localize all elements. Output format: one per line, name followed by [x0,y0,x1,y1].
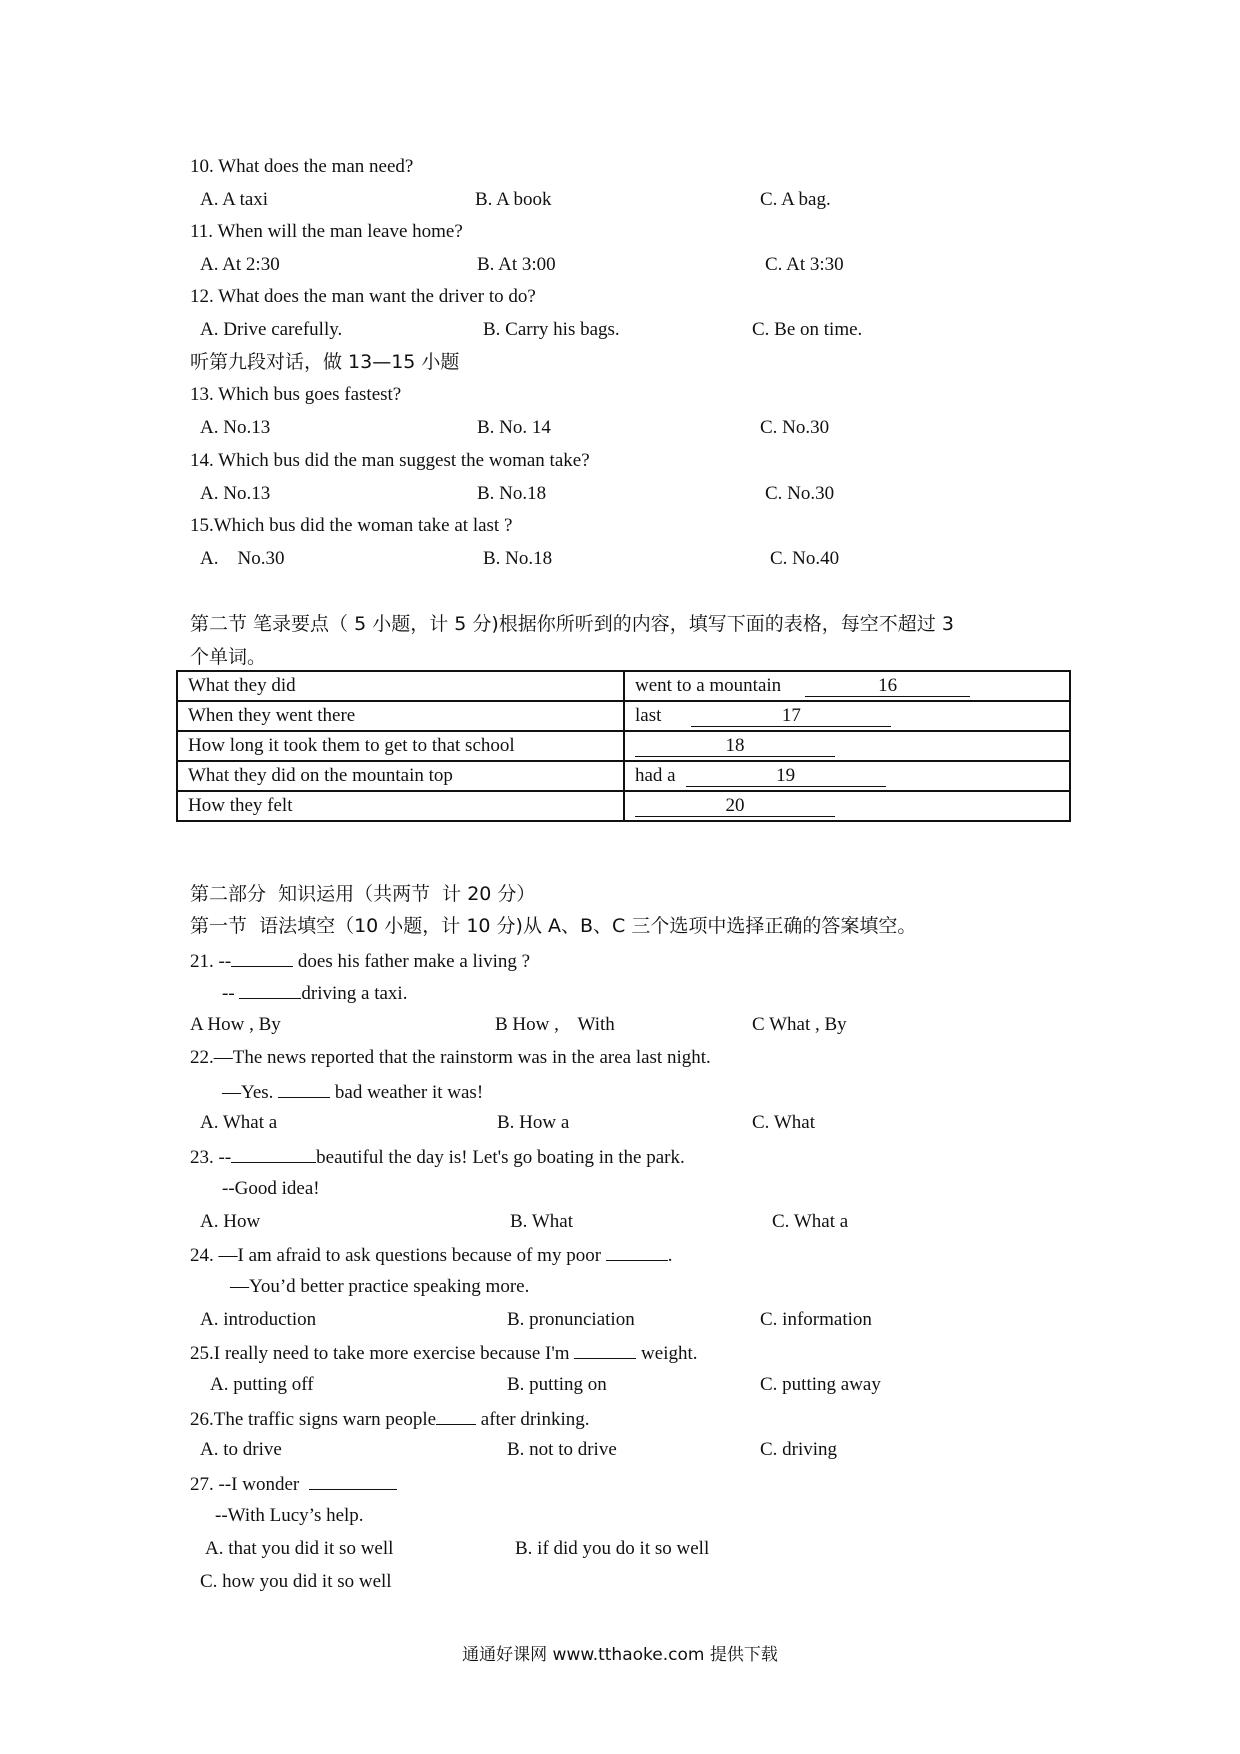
question-24-option-b: B. pronunciation [507,1309,635,1330]
question-21-line-1: 21. -- does his father make a living ? [190,948,530,974]
question-26-option-c: C. driving [760,1439,838,1460]
blank-line [231,1144,316,1163]
question-22-line-2: —Yes. bad weather it was! [222,1079,483,1105]
table-row [177,671,1070,701]
question-24-line-2: —You’d better practice speaking more. [230,1276,530,1297]
table-question-cell: How long it took them to get to that school [177,731,624,761]
table-row [177,761,1070,791]
blank-line [309,1471,397,1490]
question-11-stem: 11. When will the man leave home? [190,221,463,242]
answer-blank-18: 18 [635,736,835,757]
blank-line [278,1079,330,1098]
question-13-option-b: B. No. 14 [477,417,551,438]
section-1-heading: 第一节 语法填空（10 小题，计 10 分)从 A、B、C 三个选项中选择正确的答案填空。 [190,915,917,937]
question-27-option-a: A. that you did it so well [205,1538,394,1559]
question-27-option-c: C. how you did it so well [200,1571,392,1592]
answer-blank-20: 20 [635,796,835,817]
question-13-stem: 13. Which bus goes fastest? [190,384,402,405]
page-footer: 通通好课网 www.tthaoke.com 提供下载 [462,1645,778,1665]
table-answer-cell [624,761,1070,791]
question-26-option-a: A. to drive [200,1439,282,1460]
blank-line [239,980,301,999]
blank-line [606,1242,668,1261]
question-15-option-a: A. No.30 [200,548,285,569]
table-row [177,731,1070,761]
question-27-line-2: --With Lucy’s help. [215,1505,364,1526]
question-21-option-a: A How , By [190,1014,281,1035]
question-25-option-b: B. putting on [507,1374,607,1395]
question-15-option-b: B. No.18 [483,548,553,569]
question-26-line-1: 26.The traffic signs warn people after drinking. [190,1406,589,1432]
question-24-line-1: 24. —I am afraid to ask questions because of my poor . [190,1242,673,1268]
question-15-option-c: C. No.40 [770,548,840,569]
question-15-stem: 15.Which bus did the woman take at last ? [190,515,513,536]
question-14-stem: 14. Which bus did the man suggest the woman take? [190,450,590,471]
section-9-instruction: 听第九段对话，做 13—15 小题 [190,351,460,373]
table-answer-cell [624,791,1070,821]
answer-blank-19: 19 [686,766,886,787]
question-27-line-1: 27. --I wonder [190,1471,397,1497]
question-12-option-a: A. Drive carefully. [200,319,343,340]
answer-prefix: had a [635,765,676,786]
question-23-line-2: --Good idea! [222,1178,320,1199]
notes-table [176,670,1071,822]
question-22-option-b: B. How a [497,1112,570,1133]
question-14-option-c: C. No.30 [765,483,835,504]
table-question-cell: When they went there [177,701,624,731]
question-12-option-b: B. Carry his bags. [483,319,620,340]
table-answer-cell [624,731,1070,761]
question-25-line-1: 25.I really need to take more exercise because I'm weight. [190,1340,698,1366]
table-answer-cell [624,671,1070,701]
question-12-option-c: C. Be on time. [752,319,863,340]
question-23-line-1: 23. -- beautiful the day is! Let's go boating in the park. [190,1144,685,1170]
question-10-option-b: B. A book [475,189,552,210]
section-2-heading: 第二节 笔录要点（ 5 小题，计 5 分)根据你所听到的内容，填写下面的表格，每空不超过 3 [190,613,954,635]
question-24-option-a: A. introduction [200,1309,317,1330]
table-answer-cell [624,701,1070,731]
question-22-option-c: C. What [752,1112,815,1133]
question-22-option-a: A. What a [200,1112,278,1133]
question-21-line-2: -- driving a taxi. [222,980,407,1006]
question-11-option-a: A. At 2:30 [200,254,280,275]
section-2-heading-continued: 个单词。 [190,646,267,668]
table-question-cell: What they did on the mountain top [177,761,624,791]
question-14-option-b: B. No.18 [477,483,547,504]
question-10-stem: 10. What does the man need? [190,156,414,177]
question-23-option-a: A. How [200,1211,261,1232]
question-13-option-a: A. No.13 [200,417,271,438]
blank-line [436,1406,476,1425]
question-10-option-c: C. A bag. [760,189,831,210]
question-22-line-1: 22.—The news reported that the rainstorm was in the area last night. [190,1047,711,1068]
question-13-option-c: C. No.30 [760,417,830,438]
blank-line [231,948,293,967]
question-25-option-a: A. putting off [210,1374,314,1395]
question-21-option-c: C What , By [752,1014,847,1035]
question-10-option-a: A. A taxi [200,189,269,210]
question-11-option-c: C. At 3:30 [765,254,844,275]
question-27-option-b: B. if did you do it so well [515,1538,710,1559]
question-26-option-b: B. not to drive [507,1439,617,1460]
question-24-option-c: C. information [760,1309,872,1330]
question-14-option-a: A. No.13 [200,483,271,504]
answer-prefix: went to a mountain [635,675,782,696]
answer-blank-16: 16 [805,676,970,697]
question-12-stem: 12. What does the man want the driver to do? [190,286,536,307]
question-25-option-c: C. putting away [760,1374,881,1395]
question-21-option-b: B How , With [495,1014,615,1035]
answer-blank-17: 17 [691,706,891,727]
question-11-option-b: B. At 3:00 [477,254,556,275]
question-23-option-b: B. What [510,1211,573,1232]
table-question-cell: How they felt [177,791,624,821]
table-question-cell: What they did [177,671,624,701]
question-23-option-c: C. What a [772,1211,849,1232]
blank-line [574,1340,636,1359]
table-row [177,791,1070,821]
table-row [177,701,1070,731]
answer-prefix: last [635,705,662,726]
part-2-heading: 第二部分 知识运用（共两节 计 20 分） [190,883,536,905]
